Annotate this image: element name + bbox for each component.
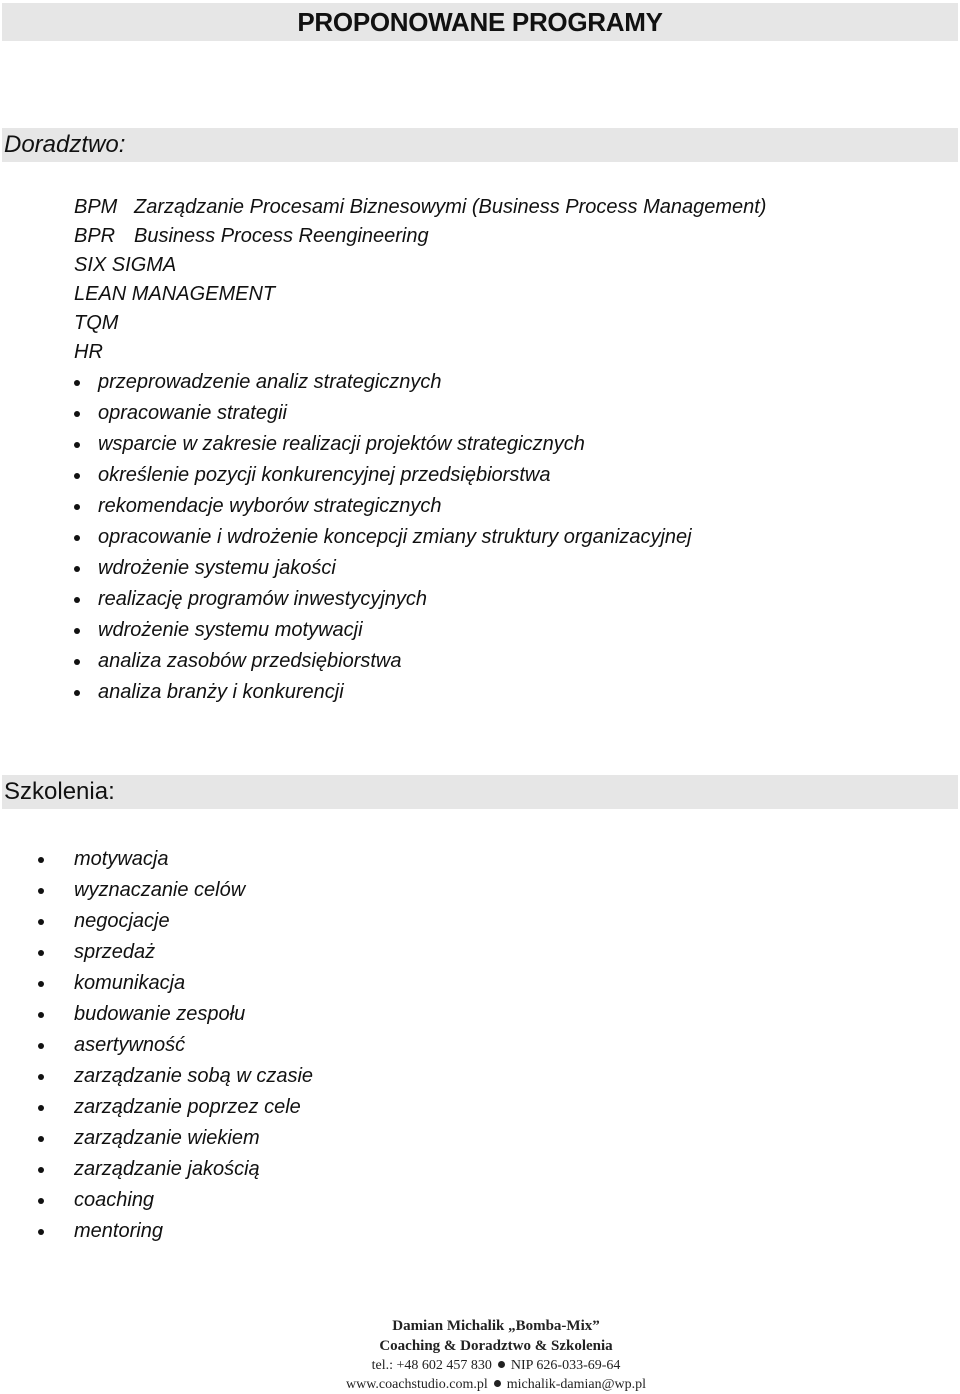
list-item: przeprowadzenie analiz strategicznych	[74, 367, 692, 398]
list-item: coaching	[38, 1185, 313, 1216]
list-item: sprzedaż	[38, 937, 313, 968]
footer-phone: tel.: +48 602 457 830	[371, 1358, 492, 1373]
consulting-bullet-list	[74, 367, 692, 708]
method-abbr: LEAN MANAGEMENT	[74, 283, 276, 305]
footer-phone-line	[300, 1356, 692, 1375]
bullet-dot-icon	[494, 1380, 501, 1387]
bullet-dot-icon	[498, 1361, 505, 1368]
list-item: zarządzanie jakością	[38, 1154, 313, 1185]
list-item: wyznaczanie celów	[38, 875, 313, 906]
method-desc: Business Process Reengineering	[134, 225, 429, 247]
footer-name: Damian Michalik „Bomba-Mix”	[392, 1318, 600, 1334]
list-item: zarządzanie sobą w czasie	[38, 1061, 313, 1092]
method-item	[74, 309, 766, 338]
list-item: realizację programów inwestycyjnych	[74, 584, 692, 615]
list-item: wsparcie w zakresie realizacji projektów strategicznych	[74, 429, 692, 460]
method-item	[74, 280, 766, 309]
method-abbr: TQM	[74, 312, 119, 334]
footer-nip: NIP 626-033-69-64	[510, 1358, 621, 1373]
method-abbr: SIX SIGMA	[74, 254, 177, 276]
list-item: mentoring	[38, 1216, 313, 1247]
method-desc: Zarządzanie Procesami Biznesowymi (Business Process Management)	[134, 196, 767, 218]
footer-contact	[300, 1316, 692, 1394]
list-item: motywacja	[38, 844, 313, 875]
footer-web-line	[300, 1375, 692, 1394]
method-abbr: BPR	[74, 225, 116, 247]
method-item	[74, 251, 766, 280]
list-item: komunikacja	[38, 968, 313, 999]
method-abbr: BPM	[74, 196, 118, 218]
training-list	[38, 844, 313, 1247]
footer-website-link[interactable]: www.coachstudio.com.pl	[345, 1377, 488, 1392]
list-item: budowanie zespołu	[38, 999, 313, 1030]
page-title: PROPONOWANE PROGRAMY	[2, 3, 958, 41]
method-item	[74, 222, 766, 251]
list-item: analiza zasobów przedsiębiorstwa	[74, 646, 692, 677]
list-item: rekomendacje wyborów strategicznych	[74, 491, 692, 522]
methods-list	[74, 193, 766, 367]
list-item: analiza branży i konkurencji	[74, 677, 692, 708]
section-heading-szkolenia: Szkolenia:	[2, 775, 958, 809]
list-item: opracowanie strategii	[74, 398, 692, 429]
list-item: zarządzanie poprzez cele	[38, 1092, 313, 1123]
method-item	[74, 338, 766, 367]
list-item: określenie pozycji konkurencyjnej przedsiębiorstwa	[74, 460, 692, 491]
list-item: opracowanie i wdrożenie koncepcji zmiany struktury organizacyjnej	[74, 522, 692, 553]
list-item: negocjacje	[38, 906, 313, 937]
list-item: wdrożenie systemu jakości	[74, 553, 692, 584]
list-item: wdrożenie systemu motywacji	[74, 615, 692, 646]
footer-subtitle: Coaching & Doradztwo & Szkolenia	[379, 1338, 613, 1354]
footer-email-link[interactable]: michalik-damian@wp.pl	[506, 1377, 647, 1392]
list-item: asertywność	[38, 1030, 313, 1061]
section-heading-doradztwo: Doradztwo:	[2, 128, 958, 162]
method-abbr: HR	[74, 341, 103, 363]
list-item: zarządzanie wiekiem	[38, 1123, 313, 1154]
method-item	[74, 193, 766, 222]
